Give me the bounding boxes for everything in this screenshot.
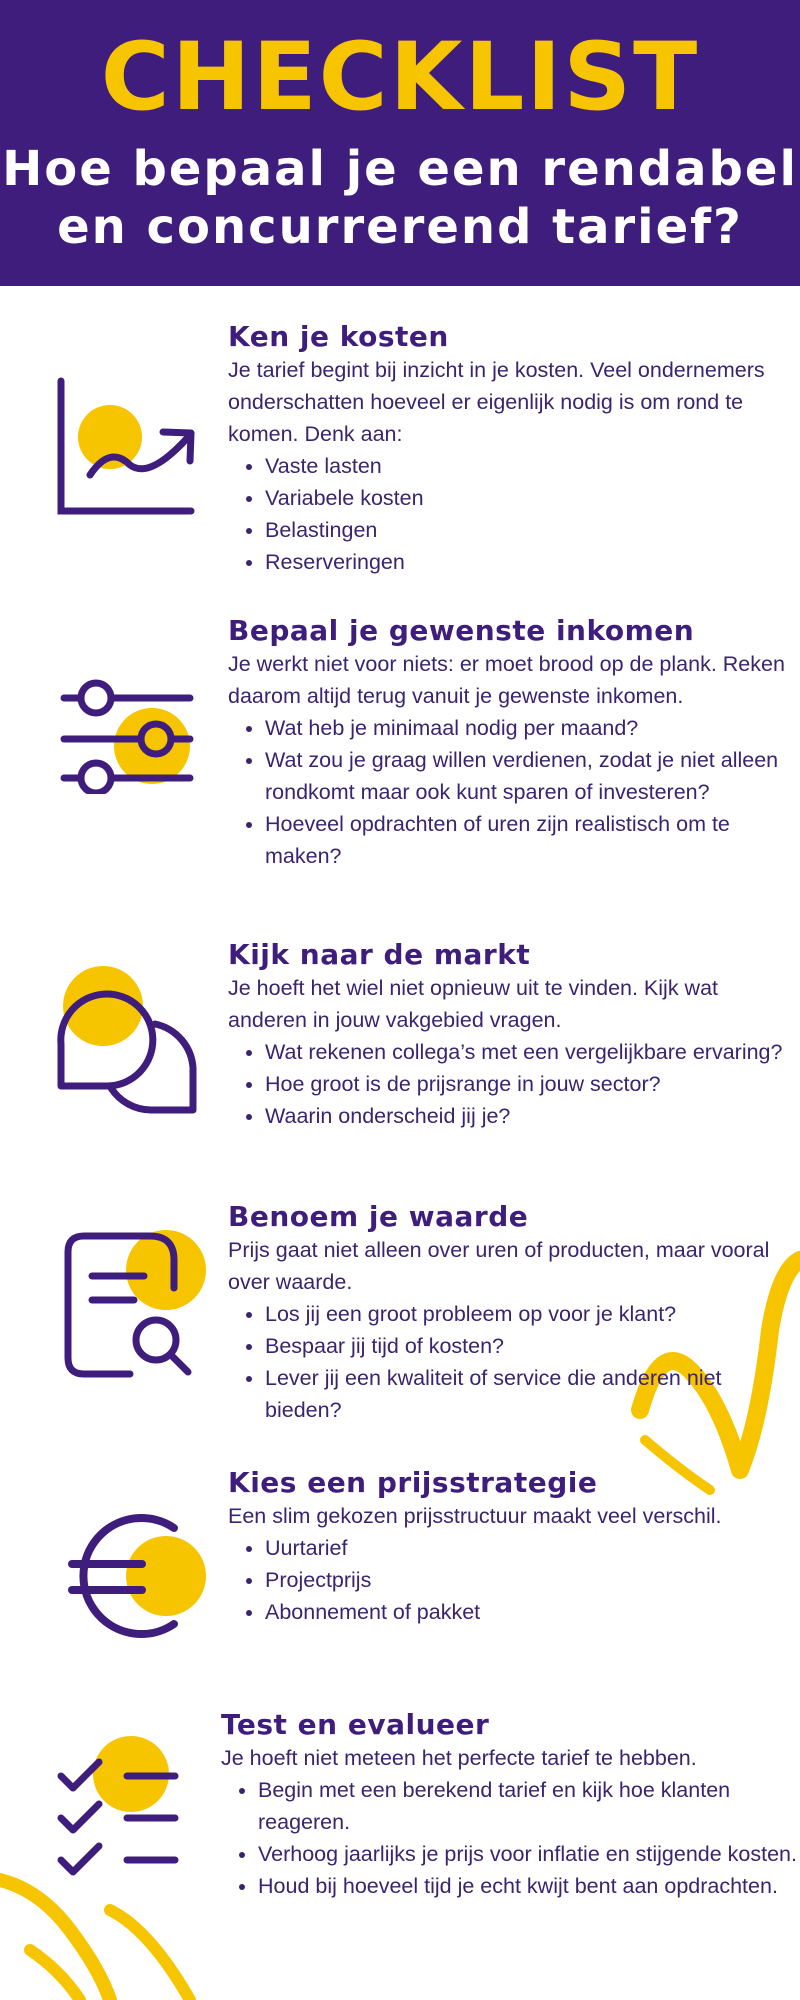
bullet-list <box>228 450 800 578</box>
list-item: • Lever jij een kwaliteit of service die anderen niet bieden? <box>265 1362 800 1426</box>
section-body: Een slim gekozen prijsstructuur maakt veel verschil. <box>228 1504 722 1528</box>
euro-icon <box>62 1506 212 1646</box>
bullet-list <box>228 1532 800 1628</box>
section-text <box>228 1466 800 1628</box>
list-item: • Belastingen <box>265 514 800 546</box>
chart-growth-icon <box>55 375 200 520</box>
section-title: Bepaal je gewenste inkomen <box>228 614 695 647</box>
list-item: • Verhoog jaarlijks je prijs voor inflatie en stijgende kosten. <box>258 1838 800 1870</box>
chat-bubbles-icon <box>55 964 205 1124</box>
bullet-list <box>221 1774 800 1902</box>
list-item: • Bespaar jij tijd of kosten? <box>265 1330 800 1362</box>
subtitle-line-2: en concurrerend tarief? <box>57 199 743 255</box>
section-body: Prijs gaat niet alleen over uren of producten, maar vooral over waarde. <box>228 1238 770 1294</box>
list-item: • Waarin onderscheid jij je? <box>265 1100 800 1132</box>
list-item: • Wat rekenen collega’s met een vergelijkbare ervaring? <box>265 1036 800 1068</box>
sliders-icon <box>60 674 200 794</box>
section-body: Je tarief begint bij inzicht in je kosten. Veel ondernemers onderschatten hoeveel er eigenlijk nodig is om rond te komen. Denk aan: <box>228 358 765 446</box>
section-title: Kies een prijsstrategie <box>228 1466 598 1499</box>
list-item: • Hoe groot is de prijsrange in jouw sector? <box>265 1068 800 1100</box>
list-item: • Hoeveel opdrachten of uren zijn realistisch om te maken? <box>265 808 800 872</box>
section-text <box>228 614 800 872</box>
checklist-icon <box>55 1728 205 1888</box>
bullet-list <box>228 1298 800 1426</box>
bullet-list <box>228 712 800 872</box>
subtitle-line-1: Hoe bepaal je een rendabel <box>2 141 798 197</box>
section-text <box>228 938 800 1132</box>
list-item: • Abonnement of pakket <box>265 1596 800 1628</box>
list-item: • Vaste lasten <box>265 450 800 482</box>
section-text <box>228 1200 800 1426</box>
list-item: • Projectprijs <box>265 1564 800 1596</box>
page-title: CHECKLIST <box>100 23 700 132</box>
section-title: Benoem je waarde <box>228 1200 529 1233</box>
list-item: • Wat heb je minimaal nodig per maand? <box>265 712 800 744</box>
document-search-icon <box>62 1228 212 1388</box>
list-item: • Variabele kosten <box>265 482 800 514</box>
section-body: Je hoeft niet meteen het perfecte tarief te hebben. <box>221 1746 697 1770</box>
list-item: • Los jij een groot probleem op voor je klant? <box>265 1298 800 1330</box>
section-body: Je werkt niet voor niets: er moet brood op de plank. Reken daarom altijd terug vanuit je gewenste inkomen. <box>228 652 785 708</box>
section-text <box>221 1708 800 1902</box>
bullet-list <box>228 1036 800 1132</box>
list-item: • Begin met een berekend tarief en kijk hoe klanten reageren. <box>258 1774 800 1838</box>
section-title: Kijk naar de markt <box>228 938 531 971</box>
section-title: Test en evalueer <box>221 1708 490 1741</box>
list-item: • Uurtarief <box>265 1532 800 1564</box>
section-text <box>228 320 800 578</box>
list-item: • Wat zou je graag willen verdienen, zodat je niet alleen rondkomt maar ook kunt sparen of investeren? <box>265 744 800 808</box>
section-title: Ken je kosten <box>228 320 449 353</box>
header-banner <box>0 0 800 286</box>
section-body: Je hoeft het wiel niet opnieuw uit te vinden. Kijk wat anderen in jouw vakgebied vragen. <box>228 976 719 1032</box>
page-subtitle <box>0 140 800 256</box>
list-item: • Houd bij hoeveel tijd je echt kwijt bent aan opdrachten. <box>258 1870 800 1902</box>
list-item: • Reserveringen <box>265 546 800 578</box>
